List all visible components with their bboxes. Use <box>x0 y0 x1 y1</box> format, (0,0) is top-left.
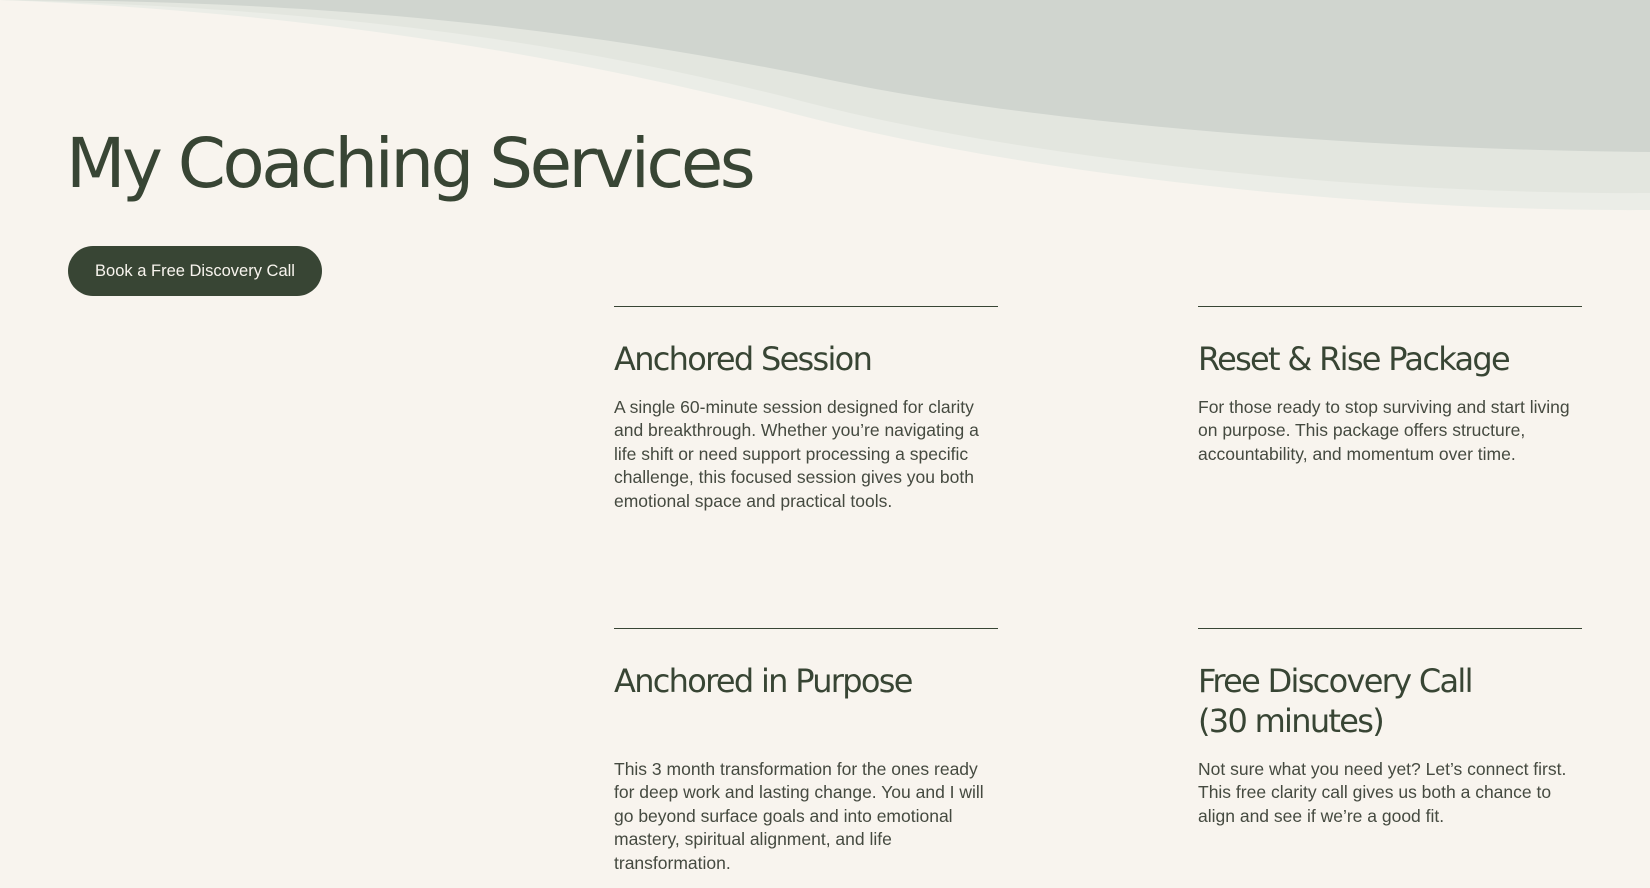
service-title: Free Discovery Call (30 minutes) <box>1198 662 1472 740</box>
service-description: For those ready to stop surviving and start living on purpose. This package offers structure, accountability, and momentum over time. <box>1198 397 1570 464</box>
service-description: Not sure what you need yet? Let’s connect first. This free clarity call gives us both a chance to align and see if we’re a good fit. <box>1198 759 1567 826</box>
service-card-free-discovery-call <box>1198 628 1582 828</box>
service-description: A single 60-minute session designed for clarity and breakthrough. Whether you’re navigating a life shift or need support processing a specific challenge, this focused session gives you both emotional space and practical tools. <box>614 397 979 511</box>
service-title: Anchored Session <box>614 340 872 378</box>
service-description: This 3 month transformation for the ones ready for deep work and lasting change. You and I will go beyond surface goals and into emotional mastery, spiritual alignment, and life transformation. <box>614 759 984 873</box>
service-title: Anchored in Purpose <box>614 662 912 700</box>
service-card-anchored-session <box>614 306 998 513</box>
page-title: My Coaching Services <box>66 124 753 204</box>
book-discovery-call-button[interactable]: Book a Free Discovery Call <box>68 246 322 296</box>
service-card-anchored-in-purpose <box>614 628 998 875</box>
service-card-reset-rise <box>1198 306 1582 466</box>
service-title: Reset & Rise Package <box>1198 340 1509 378</box>
